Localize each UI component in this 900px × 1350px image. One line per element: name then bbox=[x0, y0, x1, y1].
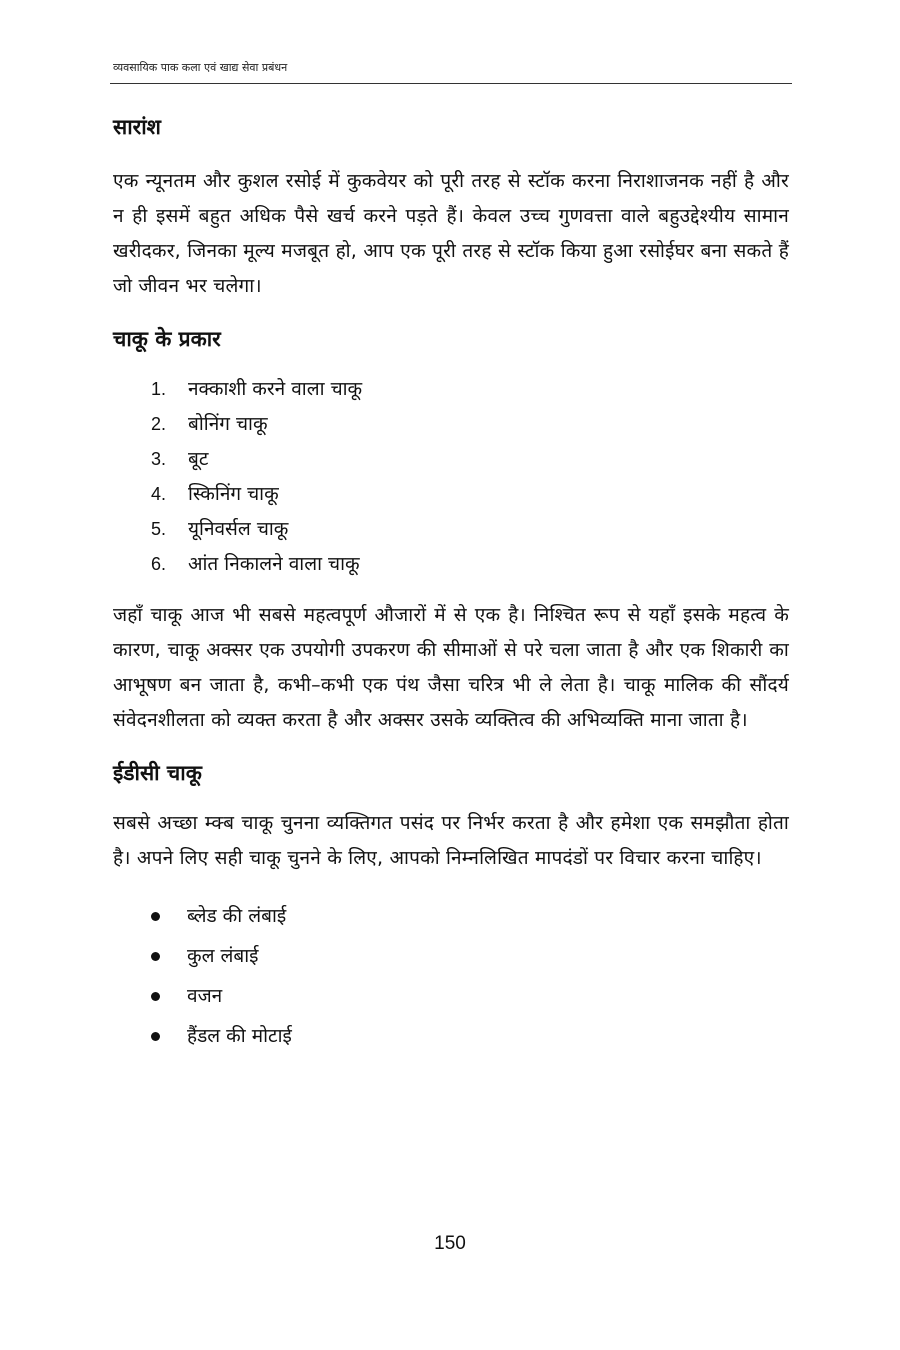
page-number: 150 bbox=[434, 1233, 466, 1254]
list-item bbox=[151, 896, 789, 936]
list-text: नक्काशी करने वाला चाकू bbox=[188, 378, 363, 400]
list-item bbox=[151, 442, 789, 477]
list-text: स्किनिंग चाकू bbox=[188, 483, 279, 505]
edc-criteria-list bbox=[113, 896, 789, 1056]
list-item bbox=[151, 1016, 789, 1056]
list-text: बूट bbox=[188, 448, 209, 470]
knife-paragraph: जहाँ चाकू आज भी सबसे महत्वपूर्ण औजारों में से एक है। निश्चित रूप से यहाँ इसके महत्व के कारण, चाकू अक्सर एक उपयोगी उपकरण की सीमाओं से परे चला जाता है और एक शिकारी का आभूषण बन जाता है, कभी–कभी एक पंथ जैसा चरित्र भी ले लेता है। चाकू मालिक की सौंदर्य संवेदनशीलता को व्यक्त करता है और अक्सर उसके व्यक्तित्व की अभिव्यक्ति माना जाता है। bbox=[113, 604, 789, 731]
summary-heading: सारांश bbox=[113, 115, 161, 139]
list-text: कुल लंबाई bbox=[187, 945, 259, 967]
list-text: ब्लेड की लंबाई bbox=[187, 905, 287, 927]
list-text: यूनिवर्सल चाकू bbox=[188, 518, 289, 540]
list-number: 2. bbox=[151, 414, 167, 434]
list-number: 6. bbox=[151, 554, 167, 574]
knife-types-heading: चाकू के प्रकार bbox=[113, 327, 221, 351]
list-item bbox=[151, 976, 789, 1016]
list-number: 3. bbox=[151, 449, 167, 469]
list-item bbox=[151, 477, 789, 512]
list-item bbox=[151, 372, 789, 407]
list-number: 1. bbox=[151, 379, 167, 399]
list-text: आंत निकालने वाला चाकू bbox=[188, 553, 360, 575]
bullet-icon bbox=[151, 992, 160, 1001]
list-text: वजन bbox=[187, 985, 223, 1007]
running-header: व्यवसायिक पाक कला एवं खाद्य सेवा प्रबंधन bbox=[113, 61, 288, 74]
list-item bbox=[151, 936, 789, 976]
list-text: हैंडल की मोटाई bbox=[187, 1025, 292, 1047]
page-content bbox=[113, 112, 789, 1056]
summary-paragraph: एक न्यूनतम और कुशल रसोई में कुकवेयर को पूरी तरह से स्टॉक करना निराशाजनक नहीं है और न ही इसमें बहुत अधिक पैसे खर्च करने पड़ते हैं। केवल उच्च गुणवत्ता वाले बहुउद्देश्यीय सामान खरीदकर, जिनका मूल्य मजबूत हो, आप एक पूरी तरह से स्टॉक किया हुआ रसोईघर बना सकते हैं जो जीवन भर चलेगा। bbox=[113, 170, 789, 297]
bullet-icon bbox=[151, 912, 160, 921]
list-number: 4. bbox=[151, 484, 167, 504]
list-number: 5. bbox=[151, 519, 167, 539]
edc-knife-heading: ईडीसी चाकू bbox=[113, 761, 202, 785]
list-item bbox=[151, 407, 789, 442]
edc-paragraph: सबसे अच्छा म्क्ब चाकू चुनना व्यक्तिगत पसंद पर निर्भर करता है और हमेशा एक समझौता होता है। अपने लिए सही चाकू चुनने के लिए, आपको निम्नलिखित मापदंडों पर विचार करना चाहिए। bbox=[113, 812, 789, 869]
list-text: बोनिंग चाकू bbox=[188, 413, 268, 435]
bullet-icon bbox=[151, 952, 160, 961]
list-item bbox=[151, 512, 789, 547]
knife-types-list bbox=[113, 372, 789, 582]
header-rule bbox=[110, 83, 792, 84]
list-item bbox=[151, 547, 789, 582]
bullet-icon bbox=[151, 1032, 160, 1041]
